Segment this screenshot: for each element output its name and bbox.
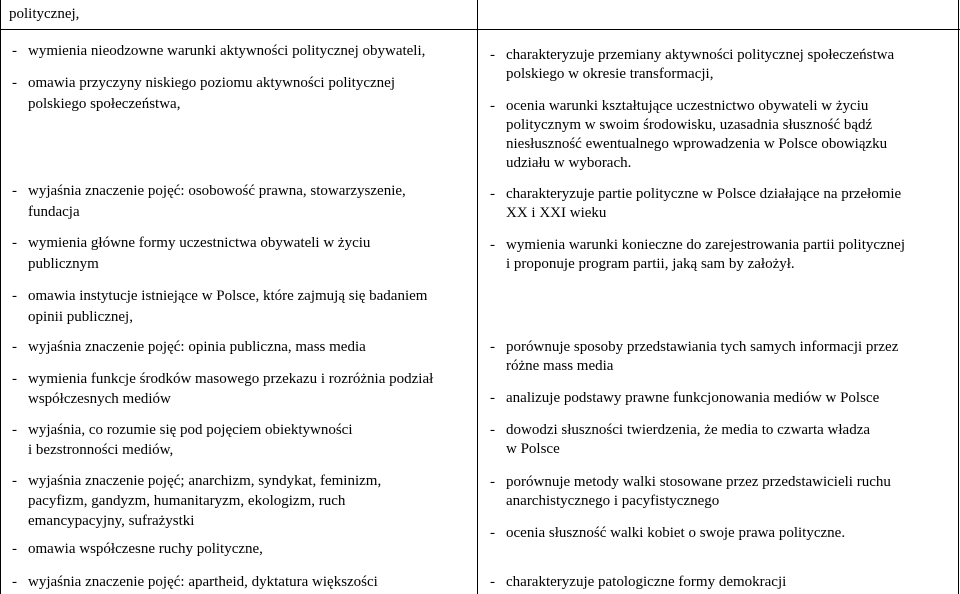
row-divider [0,29,960,30]
top-left-text: politycznej, [9,6,80,22]
table-border-left [0,0,1,594]
column-divider [477,0,478,594]
bullet-dash: - [12,43,17,59]
table-border-right [958,0,959,594]
